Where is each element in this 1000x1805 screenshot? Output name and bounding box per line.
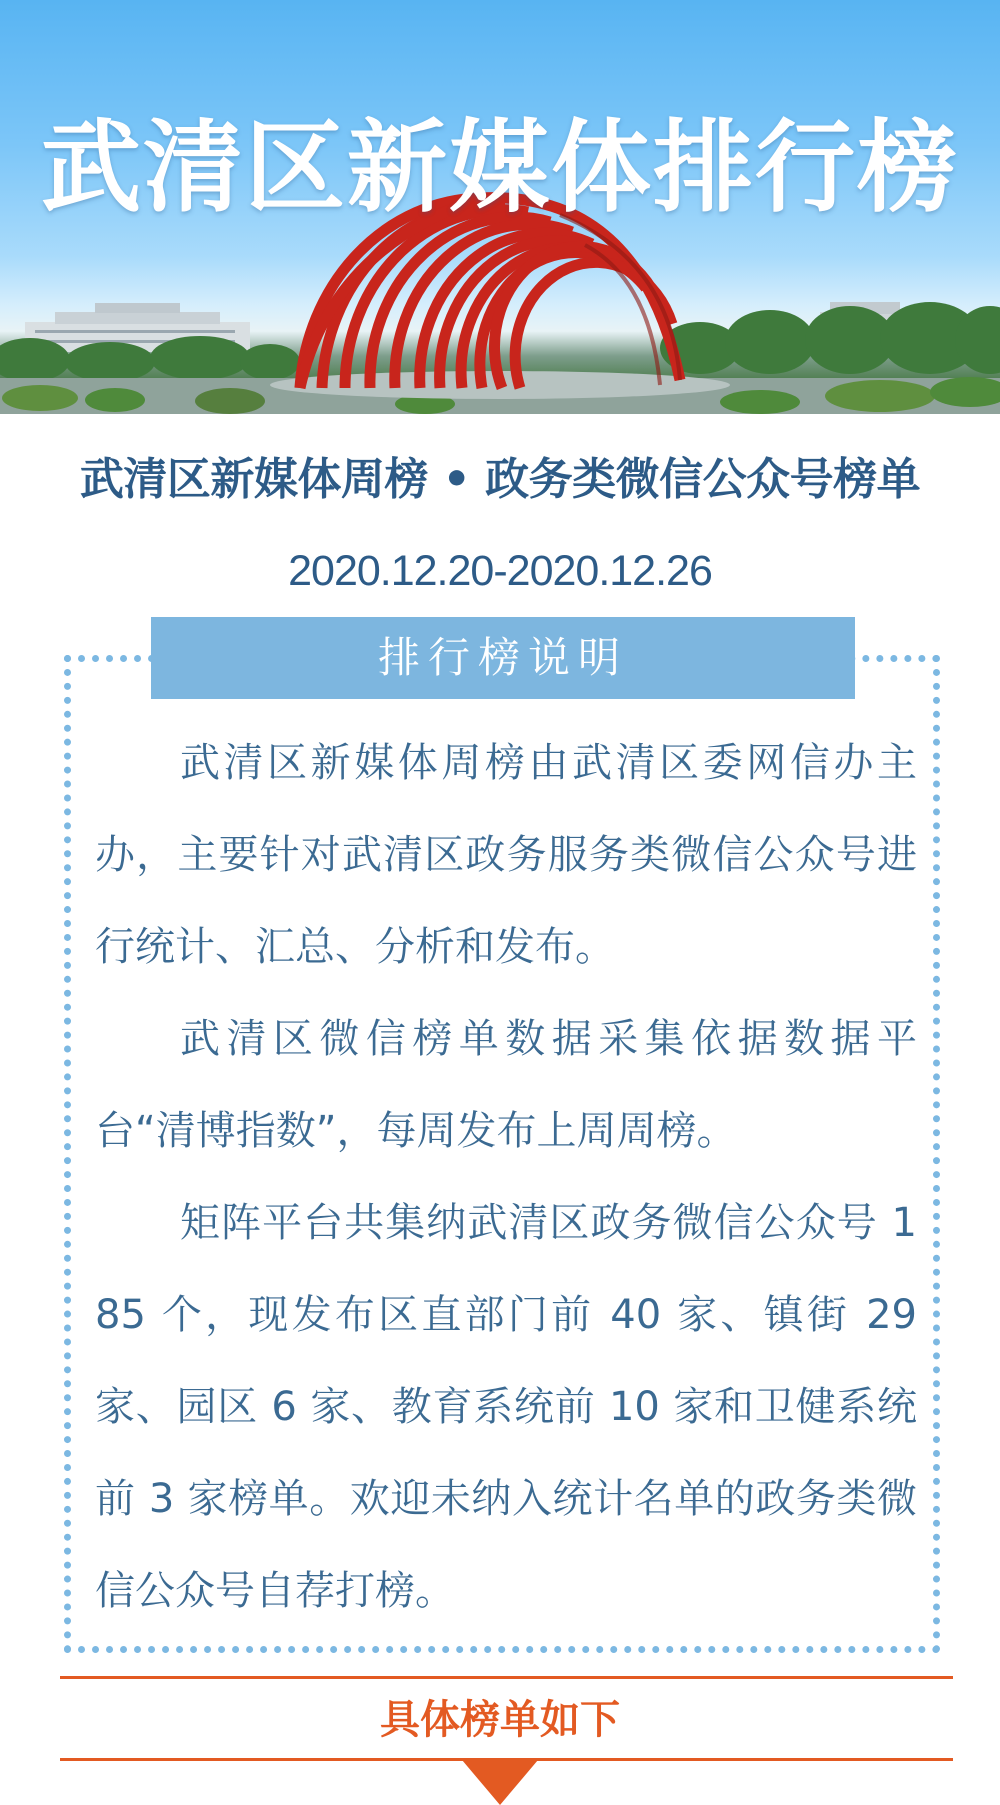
page-subtitle: 武清区新媒体周榜 • 政务类微信公众号榜单 [79, 454, 921, 505]
banner [0, 0, 1000, 414]
description-paragraph: 武清区新媒体周榜由武清区委网信办主办，主要针对武清区政务服务类微信公众号进行统计、汇总、分析和发布。 [95, 740, 917, 970]
description-paragraph: 武清区微信榜单数据采集依据数据平台“清博指数”，每周发布上周周榜。 [95, 1016, 917, 1154]
description-paragraph: 矩阵平台共集纳武清区政务微信公众号 185 个，现发布区直部门前 40 家、镇街 29 家、园区 6 家、教育系统前 10 家和卫健系统前 3 家榜单。欢迎未纳入统计名单的政务类微信公众号自荐打榜。 [95, 1200, 917, 1614]
description-body [95, 717, 917, 1637]
description-header: 排行榜说明 [151, 617, 855, 699]
date-range: 2020.12.20-2020.12.26 [288, 547, 712, 595]
red-sculpture [300, 198, 680, 388]
down-arrow-icon [462, 1760, 538, 1805]
banner-title: 武清区新媒体排行榜 [41, 109, 959, 226]
footer-label: 具体榜单如下 [380, 1697, 620, 1743]
footer-divider-top [60, 1676, 953, 1679]
